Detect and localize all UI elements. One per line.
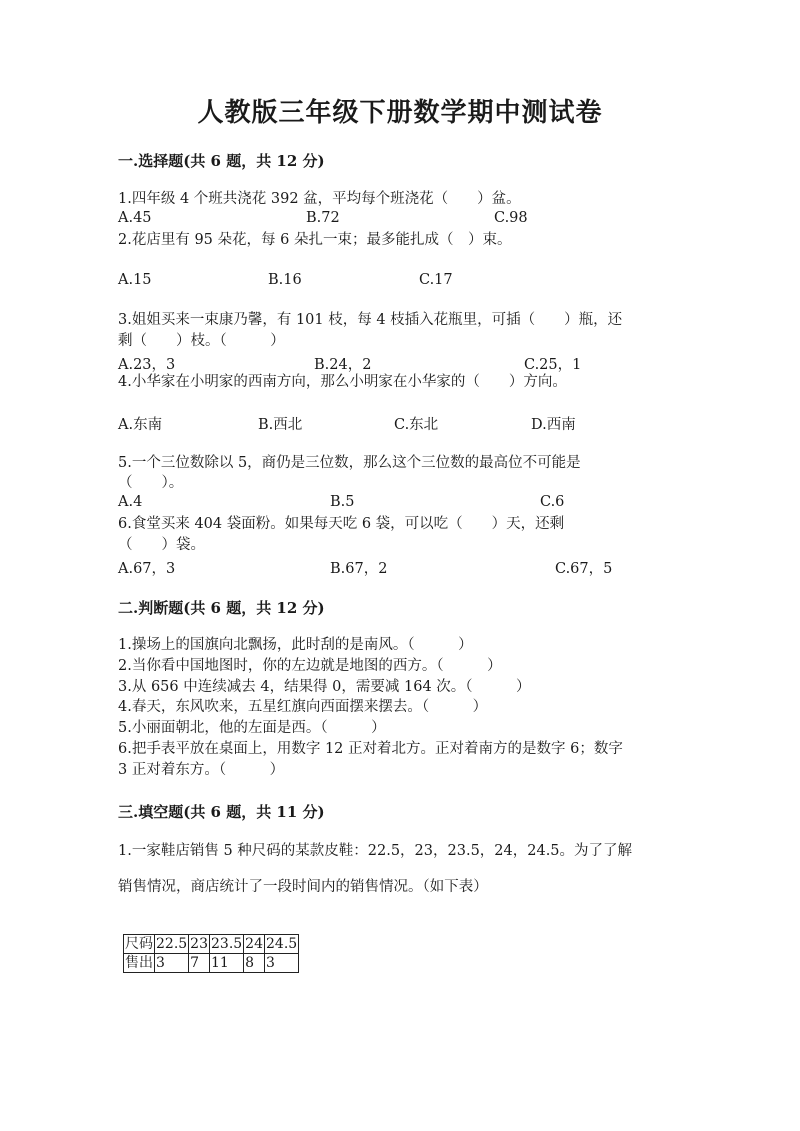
table-cell: 3 [265,954,299,973]
section-heading-judge: 二.判断题(共 6 题，共 12 分) [118,599,325,617]
option-a: A.4 [118,494,143,510]
statement-item: 2.当你看中国地图时，你的左边就是地图的西方。（ ） [118,658,502,674]
option-c: C.67，5 [555,561,613,577]
option-b: B.24，2 [314,357,372,373]
option-a: A.23，3 [118,357,176,373]
statement-item: 4.春天，东风吹来，五星红旗向西面摆来摆去。（ ） [118,699,488,715]
question-text: 2.花店里有 95 朵花，每 6 朵扎一束；最多能扎成（ ）束。 [118,232,512,248]
table-row [124,935,299,954]
option-c: C.17 [419,272,453,288]
option-b: B.5 [330,494,355,510]
statement-item: 3.从 656 中连续减去 4，结果得 0，需要减 164 次。（ ） [118,679,531,695]
question-text: 1.四年级 4 个班共浇花 392 盆，平均每个班浇花（ ）盆。 [118,191,521,207]
question-text: 1.一家鞋店销售 5 种尺码的某款皮鞋：22.5，23，23.5，24，24.5。为了了解 [118,843,633,859]
option-c: C.东北 [394,417,439,433]
statement-item: 1.操场上的国旗向北飘扬，此时刮的是南风。（ ） [118,637,473,653]
option-b: B.16 [268,272,302,288]
question-text: （ ）袋。 [118,537,205,553]
table-cell: 7 [189,954,210,973]
option-b: B.67，2 [330,561,388,577]
question-text: 4.小华家在小明家的西南方向，那么小明家在小华家的（ ）方向。 [118,374,567,390]
page-title: 人教版三年级下册数学期中测试卷 [197,98,603,128]
table-cell: 24 [245,936,263,952]
option-a: A.67，3 [118,561,176,577]
section-heading-fill: 三.填空题(共 6 题，共 11 分) [118,803,325,821]
table-cell: 8 [244,954,265,973]
question-text: 5.一个三位数除以 5，商仍是三位数，那么这个三位数的最高位不可能是 [118,455,581,471]
table-cell: 23.5 [211,936,243,952]
option-b: B.西北 [258,417,303,433]
option-b: B.72 [306,210,340,226]
question-text: （ ）。 [118,475,184,491]
question-text: 6.食堂买来 404 袋面粉。如果每天吃 6 袋，可以吃（ ）天，还剩 [118,516,565,532]
table-row [124,954,299,973]
option-c: C.98 [494,210,528,226]
table-header-cell: 售出 [125,955,153,971]
statement-item: 6.把手表平放在桌面上，用数字 12 正对着北方。正对着南方的是数字 6；数字 [118,741,623,757]
question-text: 剩（ ）枝。（ ） [118,333,285,349]
statement-item: 5.小丽面朝北，他的左面是西。（ ） [118,720,386,736]
table-cell: 3 [155,954,189,973]
question-text: 销售情况，商店统计了一段时间内的销售情况。（如下表） [118,879,488,895]
table-cell: 22.5 [156,936,188,952]
option-a: A.45 [118,210,152,226]
option-c: C.6 [540,494,565,510]
option-d: D.西南 [531,417,576,433]
table-cell: 24.5 [266,936,298,952]
section-heading-choice: 一.选择题(共 6 题，共 12 分) [118,152,325,170]
option-c: C.25，1 [524,357,582,373]
question-text: 3.姐姐买来一束康乃馨，有 101 枝，每 4 枝插入花瓶里，可插（ ）瓶，还 [118,312,623,328]
table-header-cell: 尺码 [125,936,153,952]
sales-table [123,934,299,973]
table-cell: 23 [190,936,208,952]
option-a: A.15 [118,272,152,288]
table-cell: 11 [210,954,244,973]
option-a: A.东南 [118,417,163,433]
statement-item: 3 正对着东方。（ ） [118,762,285,778]
